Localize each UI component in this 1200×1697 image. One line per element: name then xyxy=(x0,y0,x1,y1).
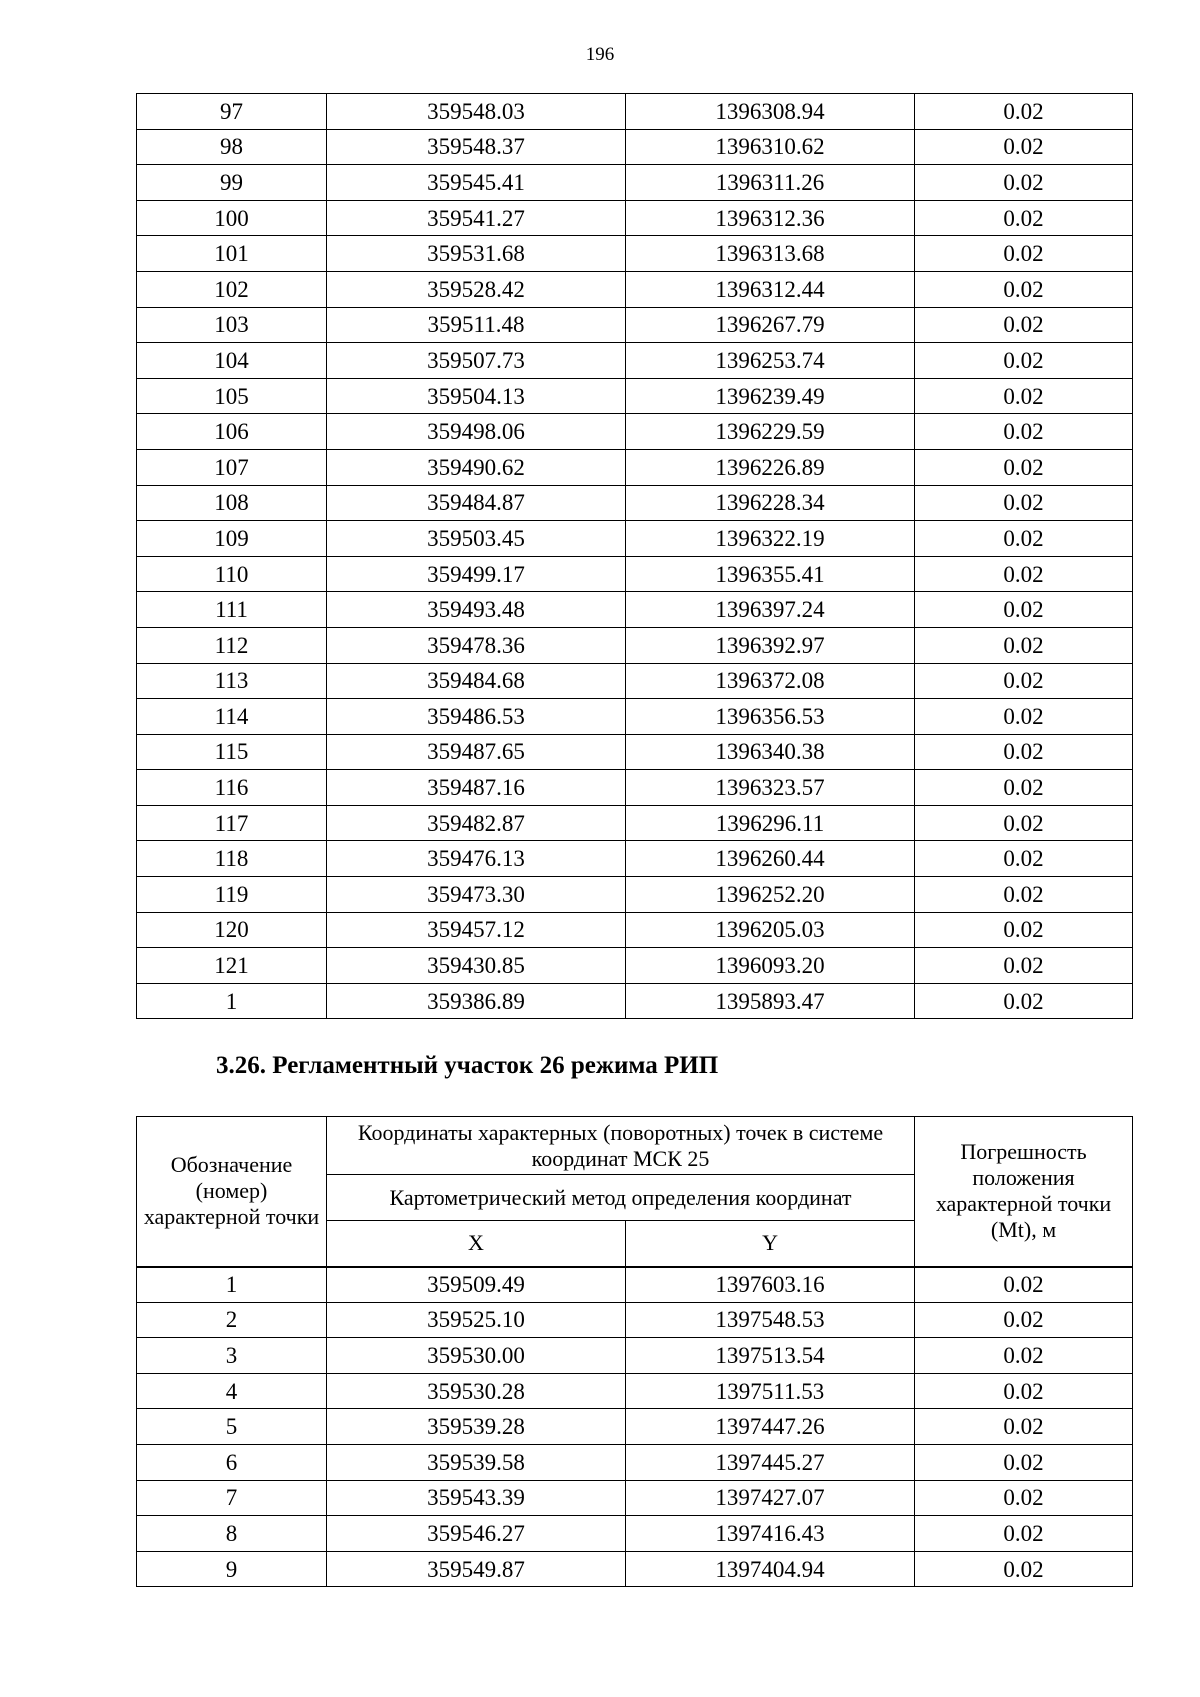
cell-point-number: 118 xyxy=(137,841,327,877)
cell-point-number: 112 xyxy=(137,627,327,663)
cell-error: 0.02 xyxy=(915,1409,1133,1445)
cell-x: 359531.68 xyxy=(327,236,626,272)
cell-y: 1396312.44 xyxy=(626,271,915,307)
cell-x: 359478.36 xyxy=(327,627,626,663)
cell-y: 1396311.26 xyxy=(626,165,915,201)
cell-x: 359548.37 xyxy=(327,129,626,165)
cell-point-number: 103 xyxy=(137,307,327,343)
cell-y: 1396312.36 xyxy=(626,200,915,236)
cell-y: 1396308.94 xyxy=(626,94,915,130)
cell-x: 359545.41 xyxy=(327,165,626,201)
cell-point-number: 111 xyxy=(137,592,327,628)
cell-y: 1396228.34 xyxy=(626,485,915,521)
cell-point-number: 119 xyxy=(137,877,327,913)
cell-point-number: 121 xyxy=(137,948,327,984)
cell-error: 0.02 xyxy=(915,734,1133,770)
cell-point-number: 6 xyxy=(137,1444,327,1480)
cell-y: 1396226.89 xyxy=(626,449,915,485)
header-point-designation: Обозначение (номер) характерной точки xyxy=(137,1117,327,1267)
cell-error: 0.02 xyxy=(915,449,1133,485)
table-row xyxy=(137,307,1133,343)
cell-point-number: 99 xyxy=(137,165,327,201)
table-row xyxy=(137,1516,1133,1552)
cell-error: 0.02 xyxy=(915,378,1133,414)
cell-error: 0.02 xyxy=(915,94,1133,130)
cell-x: 359498.06 xyxy=(327,414,626,450)
cell-error: 0.02 xyxy=(915,521,1133,557)
table-row xyxy=(137,770,1133,806)
cell-y: 1397427.07 xyxy=(626,1480,915,1516)
cell-error: 0.02 xyxy=(915,805,1133,841)
cell-x: 359457.12 xyxy=(327,912,626,948)
cell-x: 359482.87 xyxy=(327,805,626,841)
cell-point-number: 106 xyxy=(137,414,327,450)
cell-error: 0.02 xyxy=(915,1267,1133,1303)
table-row xyxy=(137,699,1133,735)
cell-y: 1397445.27 xyxy=(626,1444,915,1480)
table-row xyxy=(137,556,1133,592)
cell-error: 0.02 xyxy=(915,485,1133,521)
cell-point-number: 3 xyxy=(137,1338,327,1374)
cell-point-number: 107 xyxy=(137,449,327,485)
header-x: X xyxy=(327,1221,626,1267)
table-row xyxy=(137,1444,1133,1480)
cell-error: 0.02 xyxy=(915,271,1133,307)
cell-error: 0.02 xyxy=(915,877,1133,913)
cell-error: 0.02 xyxy=(915,1516,1133,1552)
table-row xyxy=(137,592,1133,628)
cell-x: 359548.03 xyxy=(327,94,626,130)
cell-y: 1396260.44 xyxy=(626,841,915,877)
cell-y: 1397603.16 xyxy=(626,1267,915,1303)
cell-x: 359486.53 xyxy=(327,699,626,735)
cell-x: 359484.68 xyxy=(327,663,626,699)
cell-point-number: 102 xyxy=(137,271,327,307)
cell-point-number: 114 xyxy=(137,699,327,735)
header-positional-error: Погрешность положения характерной точки (Mt), м xyxy=(915,1117,1133,1267)
cell-error: 0.02 xyxy=(915,129,1133,165)
cell-y: 1396253.74 xyxy=(626,343,915,379)
cell-x: 359473.30 xyxy=(327,877,626,913)
table-row xyxy=(137,449,1133,485)
cell-error: 0.02 xyxy=(915,663,1133,699)
cell-point-number: 97 xyxy=(137,94,327,130)
cell-point-number: 109 xyxy=(137,521,327,557)
cell-x: 359528.42 xyxy=(327,271,626,307)
cell-error: 0.02 xyxy=(915,200,1133,236)
cell-x: 359543.39 xyxy=(327,1480,626,1516)
cell-x: 359386.89 xyxy=(327,983,626,1019)
cell-error: 0.02 xyxy=(915,1444,1133,1480)
cell-error: 0.02 xyxy=(915,1480,1133,1516)
table-row xyxy=(137,521,1133,557)
cell-y: 1396313.68 xyxy=(626,236,915,272)
cell-y: 1396093.20 xyxy=(626,948,915,984)
cell-x: 359430.85 xyxy=(327,948,626,984)
cell-error: 0.02 xyxy=(915,948,1133,984)
page-number: 196 xyxy=(585,44,615,65)
header-y: Y xyxy=(626,1221,915,1267)
table-row xyxy=(137,343,1133,379)
cell-error: 0.02 xyxy=(915,592,1133,628)
cell-x: 359507.73 xyxy=(327,343,626,379)
table-row xyxy=(137,948,1133,984)
cell-point-number: 1 xyxy=(137,1267,327,1303)
cell-error: 0.02 xyxy=(915,1302,1133,1338)
cell-point-number: 115 xyxy=(137,734,327,770)
cell-error: 0.02 xyxy=(915,165,1133,201)
cell-x: 359504.13 xyxy=(327,378,626,414)
cell-y: 1396356.53 xyxy=(626,699,915,735)
table-row xyxy=(137,236,1133,272)
cell-y: 1396392.97 xyxy=(626,627,915,663)
table-row xyxy=(137,841,1133,877)
cell-point-number: 120 xyxy=(137,912,327,948)
cell-x: 359546.27 xyxy=(327,1516,626,1552)
cell-y: 1395893.47 xyxy=(626,983,915,1019)
cell-y: 1396239.49 xyxy=(626,378,915,414)
cell-y: 1396355.41 xyxy=(626,556,915,592)
table-row xyxy=(137,1338,1133,1374)
cell-x: 359549.87 xyxy=(327,1551,626,1587)
table-row xyxy=(137,1480,1133,1516)
table-row xyxy=(137,734,1133,770)
table-row xyxy=(137,912,1133,948)
cell-error: 0.02 xyxy=(915,983,1133,1019)
cell-error: 0.02 xyxy=(915,841,1133,877)
cell-y: 1396340.38 xyxy=(626,734,915,770)
table-row xyxy=(137,414,1133,450)
cell-point-number: 5 xyxy=(137,1409,327,1445)
cell-y: 1396322.19 xyxy=(626,521,915,557)
cell-x: 359476.13 xyxy=(327,841,626,877)
table-row xyxy=(137,1551,1133,1587)
cell-x: 359539.28 xyxy=(327,1409,626,1445)
cell-point-number: 4 xyxy=(137,1373,327,1409)
cell-error: 0.02 xyxy=(915,912,1133,948)
cell-y: 1396267.79 xyxy=(626,307,915,343)
cell-error: 0.02 xyxy=(915,627,1133,663)
cell-error: 0.02 xyxy=(915,307,1133,343)
cell-x: 359487.16 xyxy=(327,770,626,806)
cell-x: 359490.62 xyxy=(327,449,626,485)
table-row xyxy=(137,1302,1133,1338)
cell-y: 1396205.03 xyxy=(626,912,915,948)
cell-point-number: 104 xyxy=(137,343,327,379)
table-row xyxy=(137,129,1133,165)
cell-x: 359530.28 xyxy=(327,1373,626,1409)
table-row xyxy=(137,805,1133,841)
table-row xyxy=(137,200,1133,236)
cell-y: 1396372.08 xyxy=(626,663,915,699)
table-row xyxy=(137,1409,1133,1445)
table-row xyxy=(137,1267,1133,1303)
cell-point-number: 2 xyxy=(137,1302,327,1338)
cell-y: 1396310.62 xyxy=(626,129,915,165)
cell-point-number: 110 xyxy=(137,556,327,592)
cell-point-number: 1 xyxy=(137,983,327,1019)
cell-error: 0.02 xyxy=(915,414,1133,450)
cell-x: 359525.10 xyxy=(327,1302,626,1338)
cell-point-number: 9 xyxy=(137,1551,327,1587)
section-heading: 3.26. Регламентный участок 26 режима РИП xyxy=(216,1052,719,1079)
cell-y: 1397416.43 xyxy=(626,1516,915,1552)
cell-y: 1397548.53 xyxy=(626,1302,915,1338)
cell-y: 1396323.57 xyxy=(626,770,915,806)
cell-error: 0.02 xyxy=(915,770,1133,806)
cell-x: 359499.17 xyxy=(327,556,626,592)
table-row xyxy=(137,627,1133,663)
cell-point-number: 101 xyxy=(137,236,327,272)
cell-error: 0.02 xyxy=(915,236,1133,272)
cell-error: 0.02 xyxy=(915,699,1133,735)
cell-error: 0.02 xyxy=(915,343,1133,379)
cell-point-number: 108 xyxy=(137,485,327,521)
cell-point-number: 113 xyxy=(137,663,327,699)
cell-x: 359487.65 xyxy=(327,734,626,770)
header-method: Картометрический метод определения координат xyxy=(327,1175,915,1221)
table-row xyxy=(137,271,1133,307)
cell-point-number: 105 xyxy=(137,378,327,414)
table-row xyxy=(137,1373,1133,1409)
cell-error: 0.02 xyxy=(915,1338,1133,1374)
cell-x: 359509.49 xyxy=(327,1267,626,1303)
table-row xyxy=(137,378,1133,414)
cell-y: 1396252.20 xyxy=(626,877,915,913)
cell-x: 359511.48 xyxy=(327,307,626,343)
cell-y: 1397513.54 xyxy=(626,1338,915,1374)
cell-x: 359539.58 xyxy=(327,1444,626,1480)
header-coordinates-system: Координаты характерных (поворотных) точек в системе координат МСК 25 xyxy=(327,1117,915,1175)
cell-y: 1396397.24 xyxy=(626,592,915,628)
cell-point-number: 8 xyxy=(137,1516,327,1552)
cell-error: 0.02 xyxy=(915,1373,1133,1409)
cell-x: 359541.27 xyxy=(327,200,626,236)
coordinates-table-continued xyxy=(136,93,1133,1019)
cell-x: 359503.45 xyxy=(327,521,626,557)
table-row xyxy=(137,983,1133,1019)
cell-x: 359493.48 xyxy=(327,592,626,628)
table-row xyxy=(137,485,1133,521)
cell-error: 0.02 xyxy=(915,556,1133,592)
cell-point-number: 116 xyxy=(137,770,327,806)
cell-y: 1397447.26 xyxy=(626,1409,915,1445)
cell-y: 1396296.11 xyxy=(626,805,915,841)
cell-y: 1397511.53 xyxy=(626,1373,915,1409)
table-row xyxy=(137,877,1133,913)
table-row xyxy=(137,94,1133,130)
coordinates-table-section-26 xyxy=(136,1116,1133,1587)
table-row xyxy=(137,165,1133,201)
cell-y: 1397404.94 xyxy=(626,1551,915,1587)
cell-x: 359484.87 xyxy=(327,485,626,521)
cell-x: 359530.00 xyxy=(327,1338,626,1374)
cell-point-number: 7 xyxy=(137,1480,327,1516)
cell-error: 0.02 xyxy=(915,1551,1133,1587)
cell-point-number: 98 xyxy=(137,129,327,165)
table-row xyxy=(137,663,1133,699)
cell-point-number: 117 xyxy=(137,805,327,841)
cell-point-number: 100 xyxy=(137,200,327,236)
cell-y: 1396229.59 xyxy=(626,414,915,450)
